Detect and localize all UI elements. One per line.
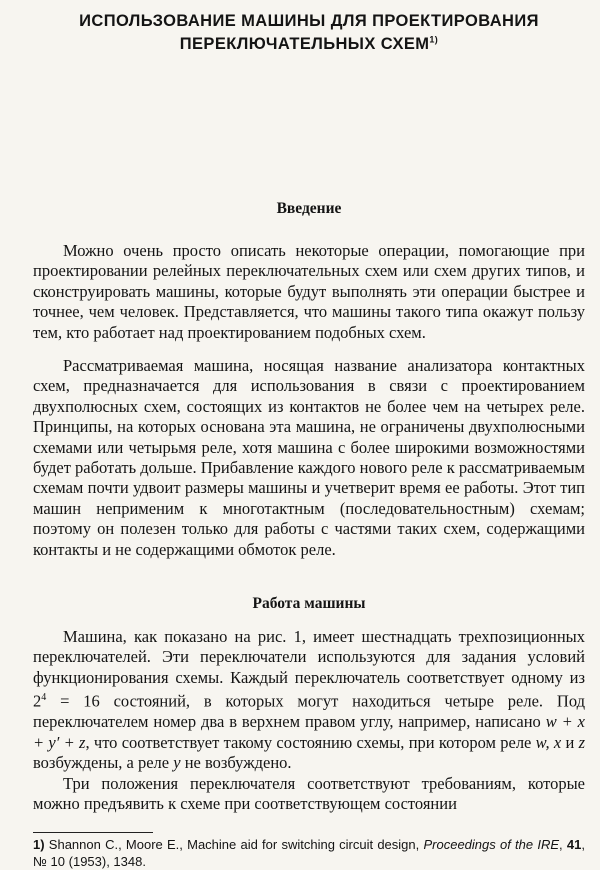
op-text-c: , что соответствует такому состоянию схемы, при котором реле <box>85 732 536 752</box>
title-line-2: ПЕРЕКЛЮЧАТЕЛЬНЫХ СХЕМ <box>179 35 430 53</box>
page <box>33 10 586 869</box>
footnote-authors: Shannon C., Moore E., <box>48 837 183 852</box>
intro-paragraph-1 <box>33 241 585 343</box>
op-text-e: не возбуждено. <box>180 752 292 772</box>
operation-paragraph-1 <box>33 627 585 773</box>
article-title <box>33 10 585 56</box>
footnote-issue: , № 10 (1953), 1348. <box>33 837 585 869</box>
intro-paragraph-2 <box>33 356 585 560</box>
footnote-title: Machine aid for switching circuit design, <box>182 837 424 852</box>
footnote-journal: Proceedings of the IRE <box>423 837 560 852</box>
op-text-a: Машина, как показано на рис. 1, имеет шестнадцать трехпозиционных переключателей. Эти переключатели используются для задания условий функционирования схемы. Каждый переключатель соответствует одному из <box>33 627 585 687</box>
section-heading-introduction: Введение <box>276 200 342 217</box>
op-power-base: 2 <box>33 691 42 711</box>
footnote-mark: 1) <box>33 837 45 852</box>
intro-paragraph-2-text: Рассматриваемая машина, носящая название анализатора контактных схем, предназначается для использования в связи с проектированием двухполюсных схем, состоящих из контактов не более чем на четырех реле. Принципы, на которых основана эта машина, не ограничены двухполюсными схемами или четырьмя реле, хотя машина с более широкими возможностями будет работать дольше. Прибавление каждого нового реле к рассматриваемым схемам почти удвоит размеры машины и учетверит время ее работы. Этот тип машин неприменим к многотактным (последовательностным) схемам; поэтому он полезен только для работы с частями таких схем, содержащими контакты и не содержащими обмоток реле. <box>33 356 585 559</box>
footnote: 1) Shannon C., Moore E., Machine aid for switching circuit design, Proceedings of the IRE, 41, № 10 (1953), 1348. <box>33 837 585 869</box>
op-text-b: = 16 состояний, в которых могут находиться четыре реле. Под переключателем номер два в верхнем правом углу, например, написано <box>33 691 585 732</box>
operation-paragraph-2 <box>33 774 585 815</box>
op-vars: w, x <box>535 732 562 752</box>
title-footnote-ref[interactable]: 1) <box>429 34 439 45</box>
intro-paragraph-1-text: Можно очень просто описать некоторые операции, помогающие при проектировании релейных переключательных схем или схем других типов, и сконструировать машины, которые будут выполнять эти операции быстрее и точнее, чем человек. Представляется, что машины такого типа окажут пользу тем, кто работает над проектированием подобных схем. <box>33 241 585 342</box>
op-power-exponent: 4 <box>41 692 47 704</box>
op-var-z: z <box>578 732 586 752</box>
op-text-d: возбуждены, а реле <box>33 752 174 772</box>
op-and: и <box>561 732 579 752</box>
op-formula: w + x + y′ + z <box>33 712 585 752</box>
op-var-y: y <box>173 752 181 772</box>
operation-paragraph-2-text: Три положения переключателя соответствуют требованиям, которые можно предъявить к схеме при соответствующем состоянии <box>33 774 585 814</box>
footnote-divider <box>33 832 153 833</box>
section-heading-machine-operation: Работа машины <box>252 595 366 612</box>
title-line-1: ИСПОЛЬЗОВАНИЕ МАШИНЫ ДЛЯ ПРОЕКТИРОВАНИЯ <box>79 12 539 30</box>
footnote-volume: 41 <box>566 837 582 852</box>
